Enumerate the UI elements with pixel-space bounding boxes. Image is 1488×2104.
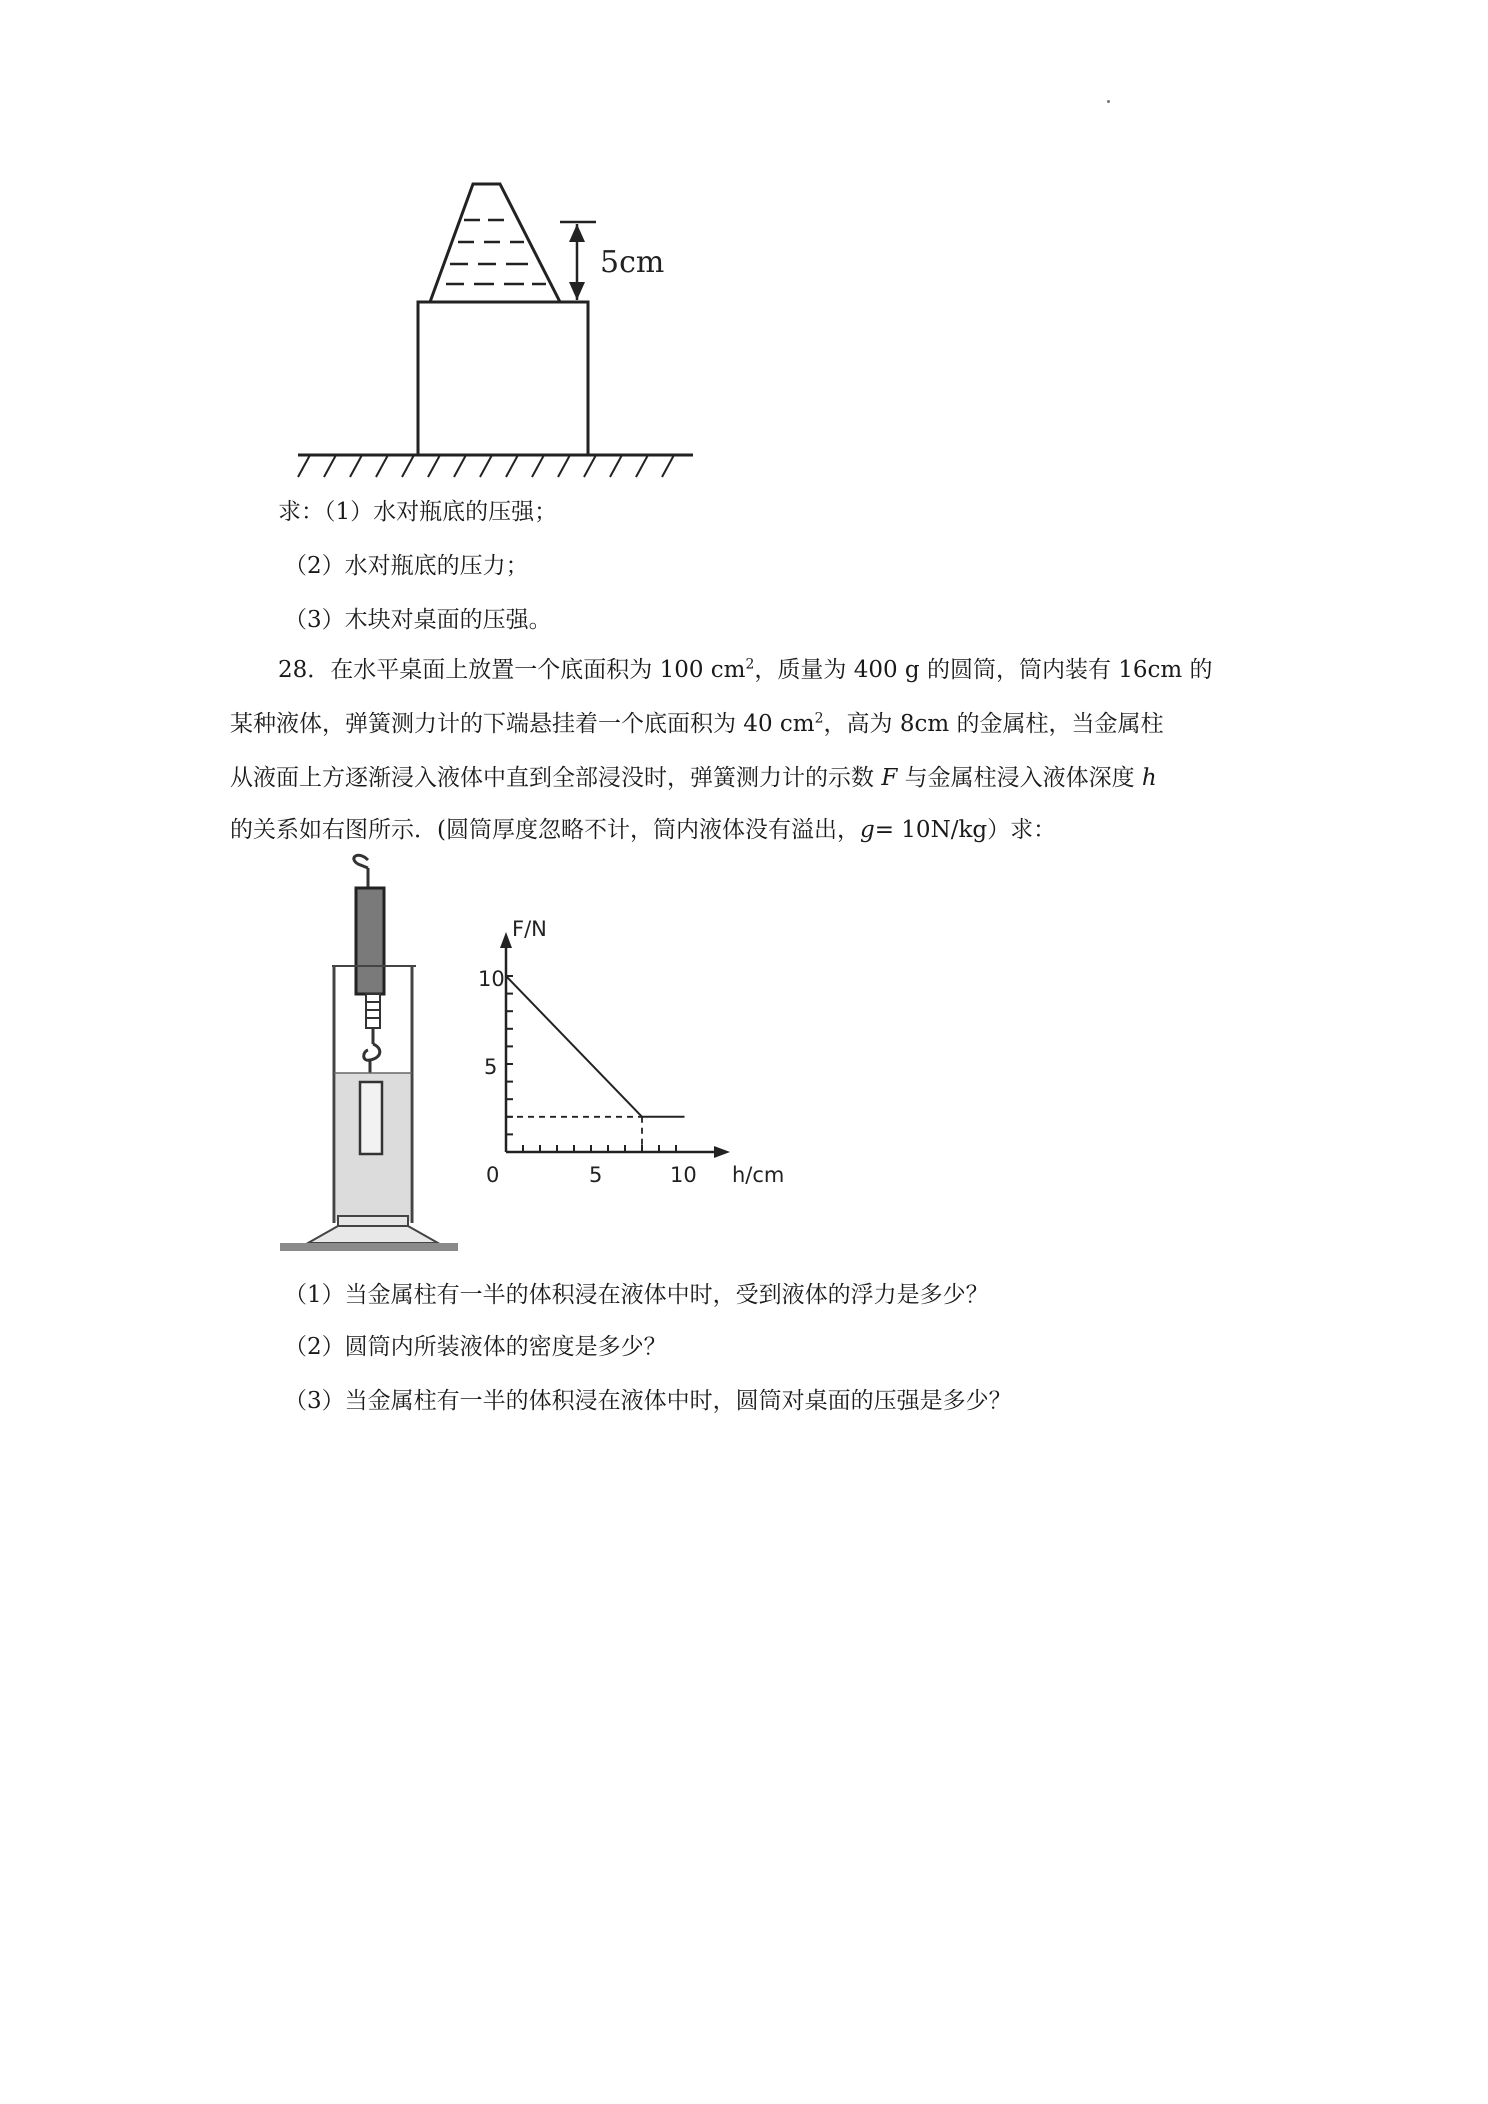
question-28-1: （1）当金属柱有一半的体积浸在液体中时，受到液体的浮力是多少？ [284,1282,989,1308]
x-axis-label: h/cm [732,1163,785,1187]
problem-28-line-3: 从液面上方逐渐浸入液体中直到全部浸没时，弹簧测力计的示数 F 与金属柱浸入液体深度 h [230,765,1157,791]
problem-28-line-1: 28．在水平桌面上放置一个底面积为 100 $cm^2$，质量为 400 g 的圆筒，筒内装有 16cm 的 [278,656,1213,683]
question-27-3: （3）木块对桌面的压强。 [284,607,552,633]
spring-scale-body [356,888,384,994]
wooden-block [418,302,588,455]
x-tick-10: 10 [670,1163,697,1187]
y-axis-arrow [500,932,512,948]
y-tick-10: 10 [478,967,505,991]
beaker-base [338,1216,408,1226]
bottle-on-block-figure [288,172,708,482]
y-axis-label: F/N [512,920,547,941]
metal-cylinder [360,1082,382,1154]
x-tick-0: 0 [486,1163,500,1187]
y-tick-5: 5 [484,1055,498,1079]
question-28-3: （3）当金属柱有一半的体积浸在液体中时，圆筒对桌面的压强是多少？ [284,1388,1012,1414]
problem-28-line-4: 的关系如右图所示．(圆筒厚度忽略不计，筒内液体没有溢出，g= 10N/kg）求： [230,817,1057,843]
dimension-arrow-down [569,282,585,300]
lower-hook [364,1044,380,1060]
x-axis-arrow [714,1146,730,1158]
beaker-foot [308,1226,438,1243]
question-27-2: （2）水对瓶底的压力； [284,553,529,579]
page-dot-mark [1107,100,1110,103]
top-hook [354,855,368,868]
force-depth-chart [478,920,788,1190]
question-28-2: （2）圆筒内所装液体的密度是多少？ [284,1334,667,1360]
spring-scale-beaker-figure [278,848,458,1268]
ground-hatch [298,455,674,477]
problem-28-line-2: 某种液体，弹簧测力计的下端悬挂着一个底面积为 40 $cm^2$，高为 8cm 的金属柱，当金属柱 [230,710,1164,737]
force-series-line [506,976,685,1117]
dimension-arrow-up [569,224,585,242]
x-tick-5: 5 [589,1163,603,1187]
table-top [280,1243,458,1251]
dimension-label: 5cm [600,245,665,280]
question-27-1: 求：（1）水对瓶底的压强； [278,499,558,525]
